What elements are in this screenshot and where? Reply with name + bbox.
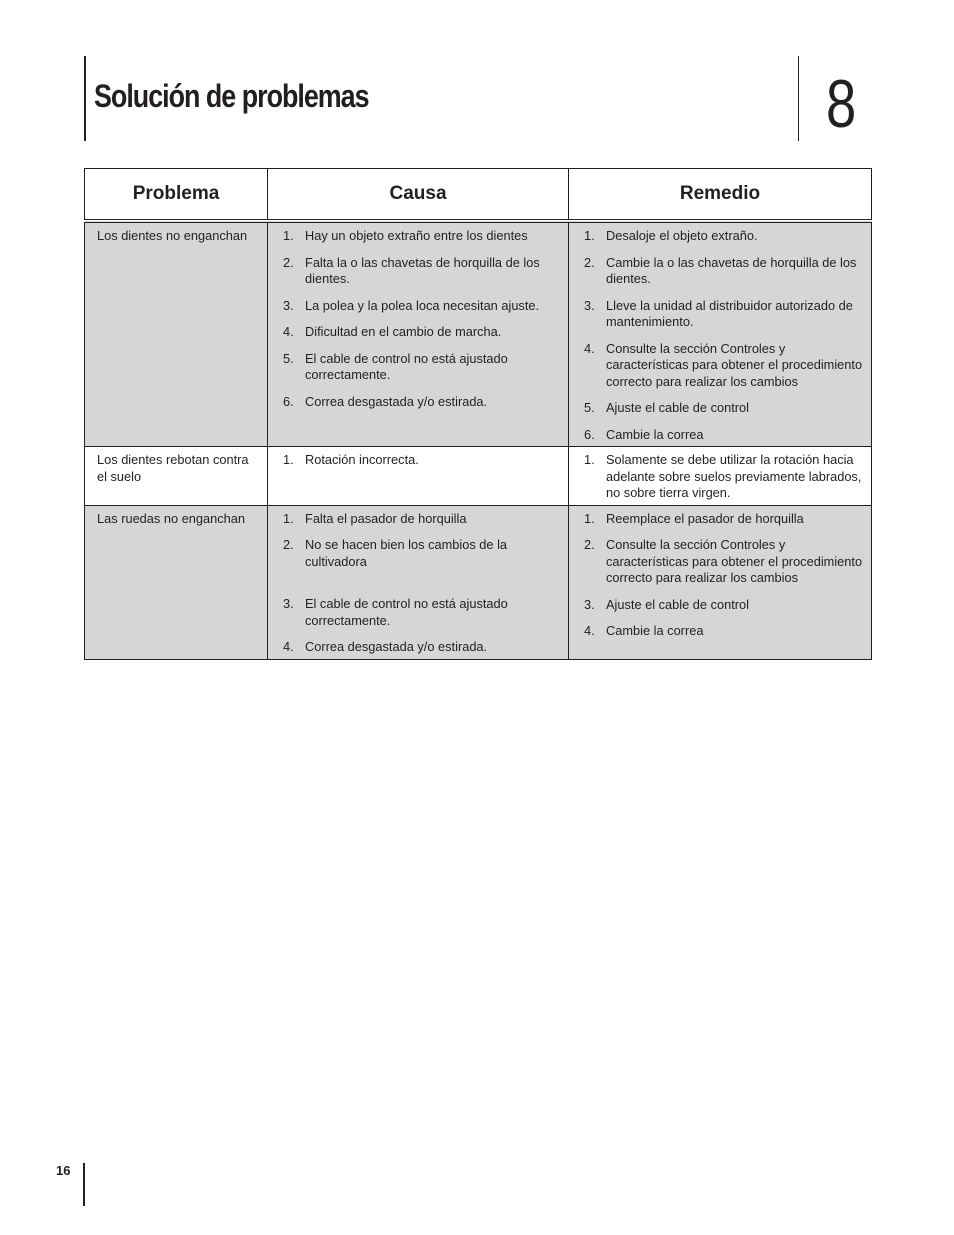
item-number: 6. [584, 426, 595, 442]
list-item [280, 324, 562, 341]
remedy-list [581, 452, 865, 502]
item-number: 1. [584, 452, 595, 467]
list-item [280, 298, 562, 315]
list-item [280, 452, 562, 469]
item-number: 5. [584, 400, 595, 415]
item-text: Dificultad en el cambio de marcha. [305, 324, 502, 339]
header-left-rule [84, 56, 86, 141]
item-number: 1. [584, 228, 595, 243]
item-number: 4. [283, 639, 294, 654]
item-number: 5. [283, 350, 294, 366]
cause-list [280, 228, 562, 410]
item-number: 4. [283, 324, 294, 339]
item-number: 2. [584, 537, 595, 552]
list-item [581, 623, 865, 640]
cause-cell [268, 221, 569, 447]
cause-cell [268, 447, 569, 506]
chapter-number: 8 [826, 66, 857, 142]
list-item [581, 452, 865, 502]
column-header-problem: Problema [85, 169, 268, 222]
item-text: Correa desgastada y/o estirada. [305, 393, 488, 409]
list-item [280, 351, 562, 384]
item-number: 3. [584, 596, 595, 612]
item-number: 3. [283, 596, 294, 611]
list-item [280, 511, 562, 528]
item-text: Hay un objeto extraño entre los dientes [305, 228, 528, 243]
item-number: 1. [283, 452, 294, 467]
item-number: 1. [283, 510, 294, 526]
item-number: 1. [283, 228, 294, 243]
item-number: 2. [283, 537, 294, 552]
problem-cell: Los dientes no enganchan [85, 221, 268, 447]
remedy-cell [569, 221, 872, 447]
item-number: 2. [584, 254, 595, 270]
cause-cell [268, 505, 569, 659]
item-text: Cambie la correa [606, 623, 704, 638]
page-number: 16 [56, 1163, 71, 1178]
item-text: Consulte la sección Controles y características para obtener el procedimiento correcto para realizar los cambios [606, 537, 863, 585]
item-text: Cambie la o las chavetas de horquilla de los dientes. [606, 254, 857, 286]
list-item [581, 255, 865, 288]
table-header-row [85, 169, 872, 222]
item-text: Ajuste el cable de control [606, 596, 749, 612]
item-text: Falta la o las chavetas de horquilla de los dientes. [305, 254, 540, 286]
item-number: 4. [584, 340, 595, 356]
item-text: No se hacen bien los cambios de la cultivadora [305, 537, 508, 569]
column-header-remedy: Remedio [569, 169, 872, 222]
list-item [581, 511, 865, 528]
item-text: Correa desgastada y/o estirada. [305, 639, 488, 654]
remedy-list [581, 228, 865, 443]
item-text: El cable de control no está ajustado correctamente. [305, 596, 508, 628]
item-text: La polea y la polea loca necesitan ajuste. [305, 297, 540, 313]
item-text: Solamente se debe utilizar la rotación hacia adelante sobre suelos previamente labrados, no sobre tierra virgen. [606, 452, 862, 500]
item-text: Ajuste el cable de control [606, 400, 749, 415]
item-number: 3. [584, 297, 595, 313]
table-row [85, 447, 872, 506]
table-row [85, 221, 872, 447]
remedy-list [581, 511, 865, 640]
column-header-cause: Causa [268, 169, 569, 222]
list-item [581, 597, 865, 614]
list-item [581, 298, 865, 331]
item-text: Reemplace el pasador de horquilla [606, 510, 804, 526]
cause-list [280, 452, 562, 469]
item-number: 2. [283, 254, 294, 270]
item-number: 4. [584, 623, 595, 638]
list-item [280, 639, 562, 656]
item-text: Lleve la unidad al distribuidor autorizado de mantenimiento. [606, 297, 853, 329]
remedy-cell [569, 447, 872, 506]
problem-cell: Las ruedas no enganchan [85, 505, 268, 659]
list-item [280, 596, 562, 629]
list-item [581, 228, 865, 245]
list-item [280, 537, 562, 570]
item-text: El cable de control no está ajustado correctamente. [305, 350, 508, 382]
item-text: Rotación incorrecta. [305, 452, 419, 467]
list-item [280, 228, 562, 245]
list-item [581, 427, 865, 444]
footer-rule [83, 1163, 85, 1206]
troubleshooting-table [84, 168, 872, 660]
problem-cell: Los dientes rebotan contra el suelo [85, 447, 268, 506]
item-number: 3. [283, 297, 294, 313]
item-text: Cambie la correa [606, 426, 704, 442]
list-item [581, 400, 865, 417]
item-number: 1. [584, 510, 595, 526]
item-text: Desaloje el objeto extraño. [606, 228, 758, 243]
item-text: Falta el pasador de horquilla [305, 510, 467, 526]
cause-list [280, 511, 562, 656]
item-number: 6. [283, 393, 294, 409]
header-right-rule [798, 56, 799, 141]
list-item [581, 341, 865, 391]
remedy-cell [569, 505, 872, 659]
table-row [85, 505, 872, 659]
list-item [280, 255, 562, 288]
list-item [581, 537, 865, 587]
page-title: Solución de problemas [94, 78, 369, 114]
list-item [280, 394, 562, 411]
item-text: Consulte la sección Controles y características para obtener el procedimiento correcto para realizar los cambios [606, 340, 863, 389]
